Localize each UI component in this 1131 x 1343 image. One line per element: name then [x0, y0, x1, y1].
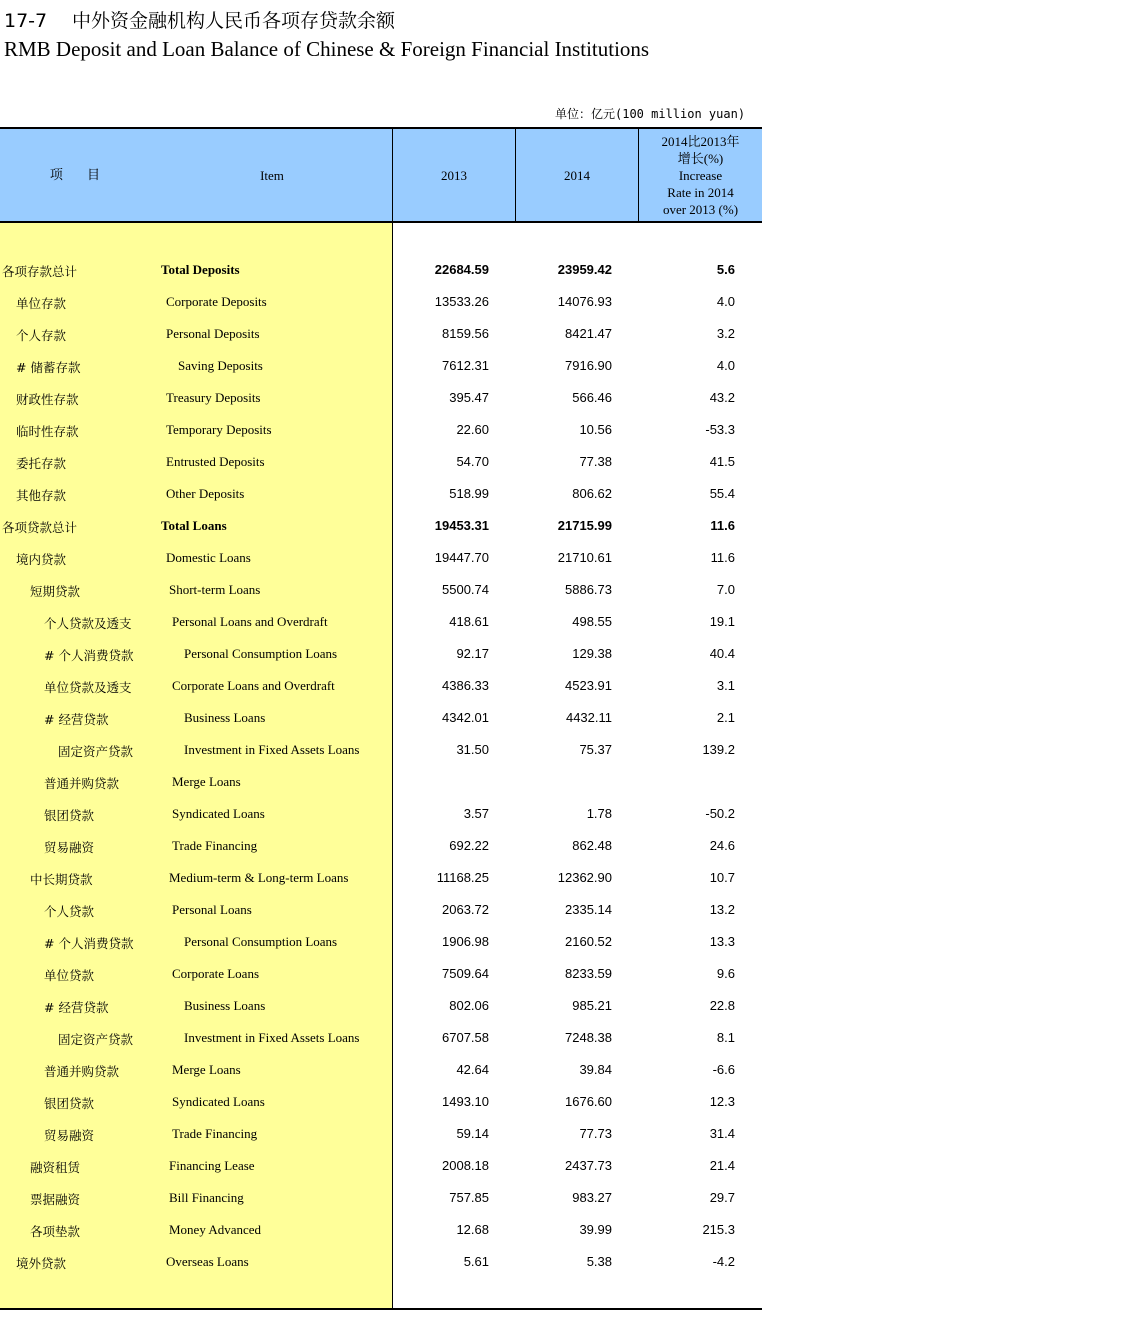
value-2014: 39.84 — [579, 1062, 612, 1077]
row-label-en: Investment in Fixed Assets Loans — [184, 1030, 360, 1045]
row-label-en: Bill Financing — [169, 1190, 244, 1205]
table-row — [0, 670, 762, 702]
row-label-cn: 固定资产贷款 — [58, 744, 134, 759]
value-increase-rate: 2.1 — [716, 710, 735, 725]
value-2014: 2160.52 — [565, 934, 612, 949]
table-row — [0, 606, 762, 638]
value-increase-rate: 40.4 — [709, 646, 735, 661]
value-increase-rate: -6.6 — [712, 1062, 735, 1077]
table-row — [0, 862, 762, 894]
value-2013: 1493.10 — [442, 1094, 489, 1109]
row-label-cn: 境外贷款 — [16, 1256, 67, 1271]
value-increase-rate: 31.4 — [709, 1126, 735, 1141]
value-increase-rate: 3.2 — [716, 326, 735, 341]
row-label-cn: 境内贷款 — [16, 552, 67, 567]
table-row — [0, 734, 762, 766]
header-year-2014: 2014 — [564, 167, 590, 183]
table-row — [0, 286, 762, 318]
table-row — [0, 542, 762, 574]
value-2013: 3.57 — [463, 806, 489, 821]
value-2013: 19447.70 — [434, 550, 489, 565]
value-2014: 985.21 — [572, 998, 612, 1013]
table-row — [0, 1086, 762, 1118]
row-label-en: Corporate Loans — [172, 966, 260, 981]
row-label-cn: # 个人消费贷款 — [44, 648, 134, 663]
value-2013: 757.85 — [449, 1190, 489, 1205]
row-label-en: Personal Loans — [172, 902, 252, 917]
value-2014: 1676.60 — [565, 1094, 612, 1109]
row-label-cn: 普通并购贷款 — [44, 1064, 120, 1079]
value-2014: 4432.11 — [565, 710, 612, 725]
row-label-cn: 个人贷款 — [44, 904, 95, 919]
table-row — [0, 254, 762, 286]
table-row — [0, 510, 762, 542]
value-2014: 14076.93 — [557, 294, 612, 309]
table-row — [0, 638, 762, 670]
value-increase-rate: 11.6 — [710, 518, 735, 533]
value-2013: 1906.98 — [442, 934, 489, 949]
row-label-en: Financing Lease — [169, 1158, 255, 1173]
table-row — [0, 1022, 762, 1054]
row-label-cn: # 储蓄存款 — [16, 360, 81, 375]
table-row — [0, 478, 762, 510]
value-2014: 77.73 — [579, 1126, 612, 1141]
row-label-en: Personal Loans and Overdraft — [172, 614, 328, 629]
value-increase-rate: 9.6 — [716, 966, 735, 981]
value-2013: 11168.25 — [436, 870, 489, 885]
value-2013: 2008.18 — [442, 1158, 489, 1173]
table-row — [0, 414, 762, 446]
header-increase-rate — [639, 129, 762, 221]
value-increase-rate: 8.1 — [716, 1030, 735, 1045]
value-2013: 22684.59 — [434, 262, 489, 277]
value-2014: 2335.14 — [565, 902, 612, 917]
value-2013: 13533.26 — [434, 294, 489, 309]
table-row — [0, 574, 762, 606]
row-label-en: Saving Deposits — [178, 358, 263, 373]
row-label-en: Merge Loans — [172, 774, 241, 789]
row-label-cn: 临时性存款 — [16, 424, 79, 439]
value-increase-rate: 4.0 — [716, 358, 735, 373]
table-row — [0, 1150, 762, 1182]
row-label-en: Total Deposits — [161, 262, 240, 277]
table-row — [0, 926, 762, 958]
row-label-cn: 银团贷款 — [44, 808, 95, 823]
value-2014: 77.38 — [579, 454, 612, 469]
value-2013: 5.61 — [463, 1254, 489, 1269]
table-row — [0, 1118, 762, 1150]
row-label-cn: 财政性存款 — [16, 392, 79, 407]
table-row — [0, 382, 762, 414]
value-2014: 39.99 — [579, 1222, 612, 1237]
row-label-cn: # 经营贷款 — [44, 1000, 109, 1015]
value-increase-rate: 43.2 — [709, 390, 735, 405]
value-increase-rate: 5.6 — [716, 262, 735, 277]
row-label-cn: 普通并购贷款 — [44, 776, 120, 791]
value-2014: 2437.73 — [565, 1158, 612, 1173]
row-label-en: Other Deposits — [166, 486, 245, 501]
row-label-cn: 委托存款 — [16, 456, 67, 471]
value-2014: 23959.42 — [557, 262, 612, 277]
header-rate-line: over 2013 (%) — [662, 201, 739, 217]
value-increase-rate: 4.0 — [716, 294, 735, 309]
table-row — [0, 894, 762, 926]
header-rate-line: Increase — [678, 167, 723, 183]
table-row — [0, 798, 762, 830]
value-2014: 566.46 — [572, 390, 612, 405]
row-label-en: Syndicated Loans — [172, 806, 265, 821]
value-2014: 862.48 — [572, 838, 612, 853]
row-label-en: Money Advanced — [169, 1222, 262, 1237]
row-label-en: Trade Financing — [172, 838, 258, 853]
row-label-en: Personal Consumption Loans — [184, 646, 338, 661]
row-label-en: Trade Financing — [172, 1126, 258, 1141]
table-row — [0, 1246, 762, 1278]
table-row — [0, 958, 762, 990]
row-label-cn: 其他存款 — [16, 488, 67, 503]
table-row — [0, 766, 762, 798]
header-rate-line: 2014比2013年 — [661, 133, 740, 149]
value-2014: 1.78 — [586, 806, 612, 821]
value-increase-rate: 7.0 — [716, 582, 735, 597]
value-increase-rate: 29.7 — [709, 1190, 735, 1205]
value-2013: 4386.33 — [442, 678, 489, 693]
row-label-cn: 各项垫款 — [30, 1224, 81, 1239]
header-rate-line: 增长(%) — [677, 150, 724, 166]
value-2013: 7612.31 — [442, 358, 489, 373]
row-label-en: Medium-term & Long-term Loans — [169, 870, 349, 885]
value-increase-rate: 41.5 — [709, 454, 735, 469]
row-label-en: Entrusted Deposits — [166, 454, 265, 469]
table-row — [0, 1182, 762, 1214]
value-2013: 54.70 — [456, 454, 489, 469]
value-increase-rate: 3.1 — [716, 678, 735, 693]
table-row — [0, 1214, 762, 1246]
row-label-en: Treasury Deposits — [166, 390, 261, 405]
row-label-cn: 银团贷款 — [44, 1096, 95, 1111]
value-2014: 498.55 — [572, 614, 612, 629]
row-label-cn: 各项存款总计 — [2, 264, 78, 279]
table-row — [0, 350, 762, 382]
value-2014: 5886.73 — [565, 582, 612, 597]
value-2013: 8159.56 — [442, 326, 489, 341]
row-label-en: Corporate Loans and Overdraft — [172, 678, 335, 693]
value-increase-rate: 24.6 — [709, 838, 735, 853]
value-2013: 518.99 — [449, 486, 489, 501]
value-2013: 802.06 — [449, 998, 489, 1013]
value-2013: 12.68 — [456, 1222, 489, 1237]
row-label-cn: 贸易融资 — [44, 840, 95, 855]
value-increase-rate: 22.8 — [709, 998, 735, 1013]
value-increase-rate: -4.2 — [712, 1254, 735, 1269]
row-label-cn: # 经营贷款 — [44, 712, 109, 727]
value-increase-rate: -50.2 — [705, 806, 735, 821]
header-item-cn: 项 目 — [49, 167, 111, 183]
value-2013: 2063.72 — [442, 902, 489, 917]
value-increase-rate: 13.2 — [709, 902, 735, 917]
row-label-cn: 单位存款 — [16, 296, 67, 311]
table-row — [0, 318, 762, 350]
row-label-cn: # 个人消费贷款 — [44, 936, 134, 951]
table-row — [0, 990, 762, 1022]
value-2013: 22.60 — [456, 422, 489, 437]
row-label-en: Business Loans — [184, 998, 266, 1013]
value-increase-rate: 55.4 — [709, 486, 735, 501]
value-2014: 10.56 — [579, 422, 612, 437]
value-2013: 4342.01 — [442, 710, 489, 725]
value-increase-rate: 13.3 — [709, 934, 735, 949]
value-increase-rate: 21.4 — [709, 1158, 735, 1173]
row-label-en: Overseas Loans — [166, 1254, 249, 1269]
row-label-en: Domestic Loans — [166, 550, 251, 565]
value-2014: 983.27 — [572, 1190, 612, 1205]
value-2013: 31.50 — [456, 742, 489, 757]
value-2014: 7248.38 — [565, 1030, 612, 1045]
row-label-en: Total Loans — [161, 518, 227, 533]
page-title-en: RMB Deposit and Loan Balance of Chinese & Foreign Financial Institutions — [4, 37, 650, 61]
table-row — [0, 702, 762, 734]
value-2013: 6707.58 — [442, 1030, 489, 1045]
value-2014: 4523.91 — [565, 678, 612, 693]
row-label-en: Corporate Deposits — [166, 294, 267, 309]
value-increase-rate: 10.7 — [709, 870, 735, 885]
value-2014: 75.37 — [579, 742, 612, 757]
header-rate-line: Rate in 2014 — [667, 184, 734, 200]
value-2013: 692.22 — [449, 838, 489, 853]
header-item-en: Item — [260, 167, 284, 183]
row-label-cn: 票据融资 — [30, 1192, 81, 1207]
value-2014: 8233.59 — [565, 966, 612, 981]
row-label-cn: 固定资产贷款 — [58, 1032, 134, 1047]
row-label-en: Personal Consumption Loans — [184, 934, 338, 949]
value-2013: 7509.64 — [442, 966, 489, 981]
row-label-en: Investment in Fixed Assets Loans — [184, 742, 360, 757]
value-2013: 59.14 — [456, 1126, 489, 1141]
value-2014: 12362.90 — [557, 870, 612, 885]
page-title-cn — [4, 6, 395, 33]
row-label-cn: 个人贷款及透支 — [44, 616, 132, 631]
value-increase-rate: 215.3 — [702, 1222, 735, 1237]
table-row — [0, 446, 762, 478]
value-increase-rate: 12.3 — [709, 1094, 735, 1109]
row-label-en: Personal Deposits — [166, 326, 260, 341]
value-2013: 42.64 — [456, 1062, 489, 1077]
value-2014: 21715.99 — [557, 518, 612, 533]
table-number: 17-7 — [4, 10, 48, 32]
row-label-cn: 个人存款 — [16, 328, 67, 343]
row-label-cn: 贸易融资 — [44, 1128, 95, 1143]
row-label-en: Merge Loans — [172, 1062, 241, 1077]
table-row — [0, 830, 762, 862]
row-label-cn: 中长期贷款 — [30, 872, 93, 887]
unit-label: 单位：亿元(100 million yuan) — [555, 107, 746, 121]
value-2014: 7916.90 — [565, 358, 612, 373]
value-2014: 129.38 — [572, 646, 612, 661]
title-cn-text: 中外资金融机构人民币各项存贷款余额 — [72, 10, 396, 32]
row-label-en: Temporary Deposits — [166, 422, 272, 437]
value-2014: 806.62 — [572, 486, 612, 501]
row-label-cn: 单位贷款及透支 — [44, 680, 132, 695]
value-2013: 5500.74 — [442, 582, 489, 597]
table-row — [0, 1054, 762, 1086]
row-label-cn: 各项贷款总计 — [2, 520, 78, 535]
table-header-rule — [0, 221, 762, 223]
header-year-2013: 2013 — [441, 167, 467, 183]
value-2014: 5.38 — [586, 1254, 612, 1269]
value-increase-rate: 139.2 — [702, 742, 735, 757]
row-label-cn: 融资租赁 — [30, 1160, 81, 1175]
table-bottom-rule — [0, 1308, 762, 1310]
data-table — [0, 127, 762, 1310]
value-2013: 92.17 — [456, 646, 489, 661]
value-increase-rate: 19.1 — [709, 614, 735, 629]
value-2014: 8421.47 — [565, 326, 612, 341]
row-label-en: Business Loans — [184, 710, 266, 725]
value-2013: 19453.31 — [434, 518, 489, 533]
value-increase-rate: 11.6 — [710, 550, 735, 565]
row-label-cn: 短期贷款 — [30, 584, 81, 599]
value-2013: 395.47 — [449, 390, 489, 405]
row-label-en: Short-term Loans — [169, 582, 261, 597]
value-2013: 418.61 — [449, 614, 489, 629]
value-2014: 21710.61 — [557, 550, 612, 565]
row-label-cn: 单位贷款 — [44, 968, 95, 983]
row-label-en: Syndicated Loans — [172, 1094, 265, 1109]
value-increase-rate: -53.3 — [705, 422, 735, 437]
